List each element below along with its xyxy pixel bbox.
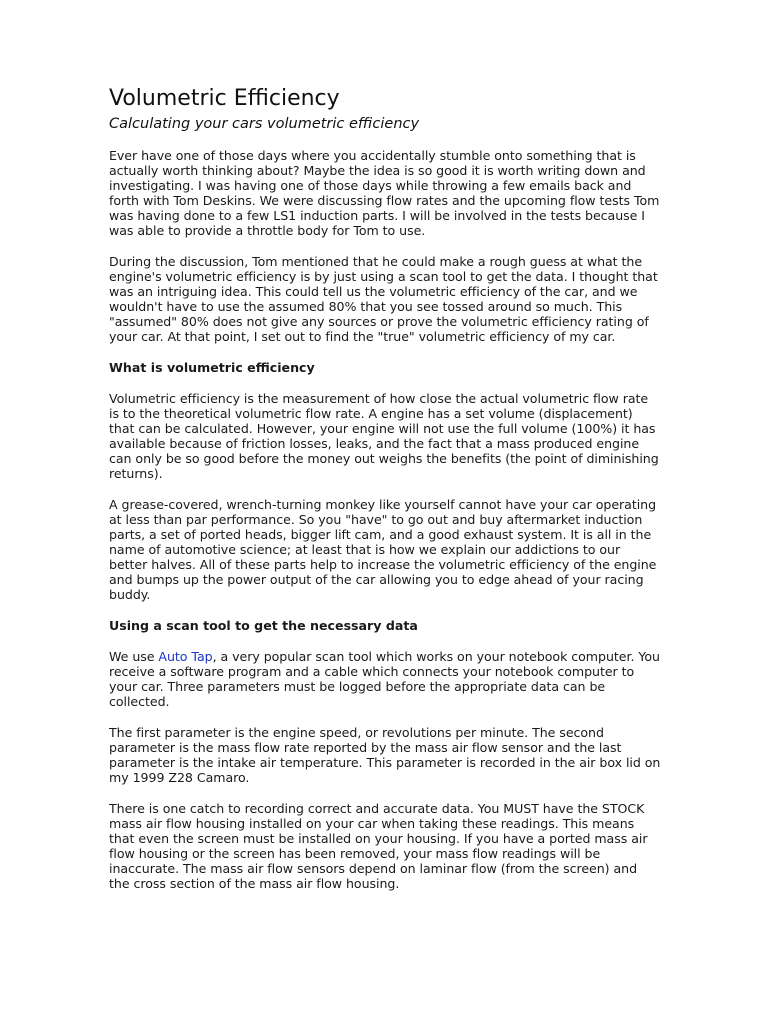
auto-tap-link[interactable]: Auto Tap: [158, 649, 213, 664]
document-page: [109, 84, 661, 907]
paragraph-parameters: The first parameter is the engine speed, or revolutions per minute. The second parameter is the mass flow rate reported by the mass air flow sensor and the last parameter is the intake air temperature. This parameter is recorded in the air box lid on my 1999 Z28 Camaro.: [109, 725, 661, 785]
paragraph-auto-tap-after: , a very popular scan tool which works on your notebook computer. You receive a software program and a cable which connects your notebook computer to your car. Three parameters must be logged before the appropriate data can be collected.: [109, 649, 660, 709]
paragraph-catch: There is one catch to recording correct and accurate data. You MUST have the STOCK mass air flow housing installed on your car when taking these readings. This means that even the screen must be installed on your housing. If you have a ported mass air flow housing or the screen has been removed, your mass flow readings will be inaccurate. The mass air flow sensors depend on laminar flow (from the screen) and the cross section of the mass air flow housing.: [109, 801, 648, 891]
section-heading-scan-tool: Using a scan tool to get the necessary data: [109, 618, 418, 633]
paragraph-auto-tap-before: We use: [109, 649, 159, 664]
paragraph-definition: Volumetric efficiency is the measurement of how close the actual volumetric flow rate is to the theoretical volumetric flow rate. A engine has a set volume (displacement) that can be calculated. However, your engine will not use the full volume (100%) it has available because of friction losses, leaks, and the fact that a mass produced engine can only be so good before the money out weighs the benefits (the point of diminishing returns).: [109, 391, 659, 481]
paragraph-aftermarket: A grease-covered, wrench-turning monkey like yourself cannot have your car operating at less than par performance. So you "have" to go out and buy aftermarket induction parts, a set of ported heads, bigger lift cam, and a good exhaust system. It is all in the name of automotive science; at least that is how we explain our addictions to our better halves. All of these parts help to increase the volumetric efficiency of the engine and bumps up the power output of the car allowing you to edge ahead of your racing buddy.: [109, 497, 657, 602]
paragraph-intro: Ever have one of those days where you accidentally stumble onto something that is actually worth thinking about? Maybe the idea is so good it is worth writing down and investigating. I was having one of those days while throwing a few emails back and forth with Tom Deskins. We were discussing flow rates and the upcoming flow tests Tom was having done to a few LS1 induction parts. I will be involved in the tests because I was able to provide a throttle body for Tom to use.: [109, 148, 660, 238]
section-heading-what-is: What is volumetric efficiency: [109, 360, 315, 375]
paragraph-auto-tap: [109, 649, 661, 709]
paragraph-discussion: During the discussion, Tom mentioned that he could make a rough guess at what the engine's volumetric efficiency is by just using a scan tool to get the data. I thought that was an intriguing idea. This could tell us the volumetric efficiency of the car, and we wouldn't have to use the assumed 80% that you see tossed around so much. This "assumed" 80% does not give any sources or prove the volumetric efficiency rating of your car. At that point, I set out to find the "true" volumetric efficiency of my car.: [109, 254, 658, 344]
page-subtitle: Calculating your cars volumetric efficiency: [109, 116, 420, 132]
page-title: Volumetric Efficiency: [109, 86, 340, 111]
